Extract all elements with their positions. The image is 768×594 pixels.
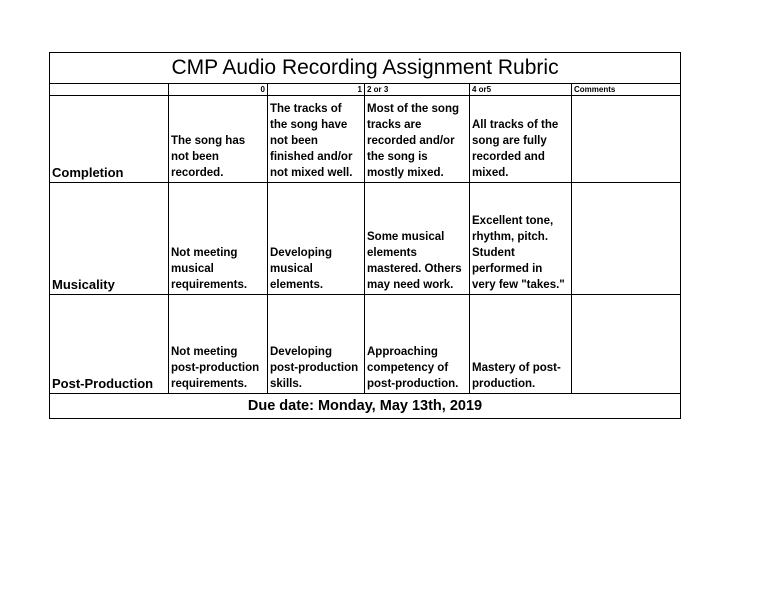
cell-completion-4-5: All tracks of the song are fully recorded and mixed. bbox=[470, 96, 572, 183]
cell-post-production-comments[interactable] bbox=[572, 295, 681, 394]
cell-completion-2-3: Most of the song tracks are recorded and/or the song is mostly mixed. bbox=[365, 96, 470, 183]
due-date: Due date: Monday, May 13th, 2019 bbox=[50, 394, 681, 419]
cell-post-production-0: Not meeting post-production requirements. bbox=[169, 295, 268, 394]
row-label-completion: Completion bbox=[50, 96, 169, 183]
header-score-2-3: 2 or 3 bbox=[365, 84, 470, 96]
header-score-4-5: 4 or5 bbox=[470, 84, 572, 96]
rubric-row-completion bbox=[50, 96, 681, 183]
cell-musicality-0: Not meeting musical requirements. bbox=[169, 183, 268, 295]
cell-musicality-4-5: Excellent tone, rhythm, pitch. Student performed in very few "takes." bbox=[470, 183, 572, 295]
cell-completion-comments[interactable] bbox=[572, 96, 681, 183]
rubric-row-musicality bbox=[50, 183, 681, 295]
rubric-title: CMP Audio Recording Assignment Rubric bbox=[50, 53, 681, 84]
cell-completion-0: The song has not been recorded. bbox=[169, 96, 268, 183]
cell-musicality-comments[interactable] bbox=[572, 183, 681, 295]
row-label-post-production: Post-Production bbox=[50, 295, 169, 394]
header-score-0: 0 bbox=[169, 84, 268, 96]
cell-post-production-1: Developing post-production skills. bbox=[268, 295, 365, 394]
cell-post-production-2-3: Approaching competency of post-production. bbox=[365, 295, 470, 394]
cell-musicality-1: Developing musical elements. bbox=[268, 183, 365, 295]
row-label-musicality: Musicality bbox=[50, 183, 169, 295]
rubric-table bbox=[49, 52, 681, 419]
header-row bbox=[50, 84, 681, 96]
cell-post-production-4-5: Mastery of post-production. bbox=[470, 295, 572, 394]
header-comments: Comments bbox=[572, 84, 681, 96]
header-score-1: 1 bbox=[268, 84, 365, 96]
cell-completion-1: The tracks of the song have not been finished and/or not mixed well. bbox=[268, 96, 365, 183]
cell-musicality-2-3: Some musical elements mastered. Others may need work. bbox=[365, 183, 470, 295]
rubric-row-post-production bbox=[50, 295, 681, 394]
header-criteria bbox=[50, 84, 169, 96]
